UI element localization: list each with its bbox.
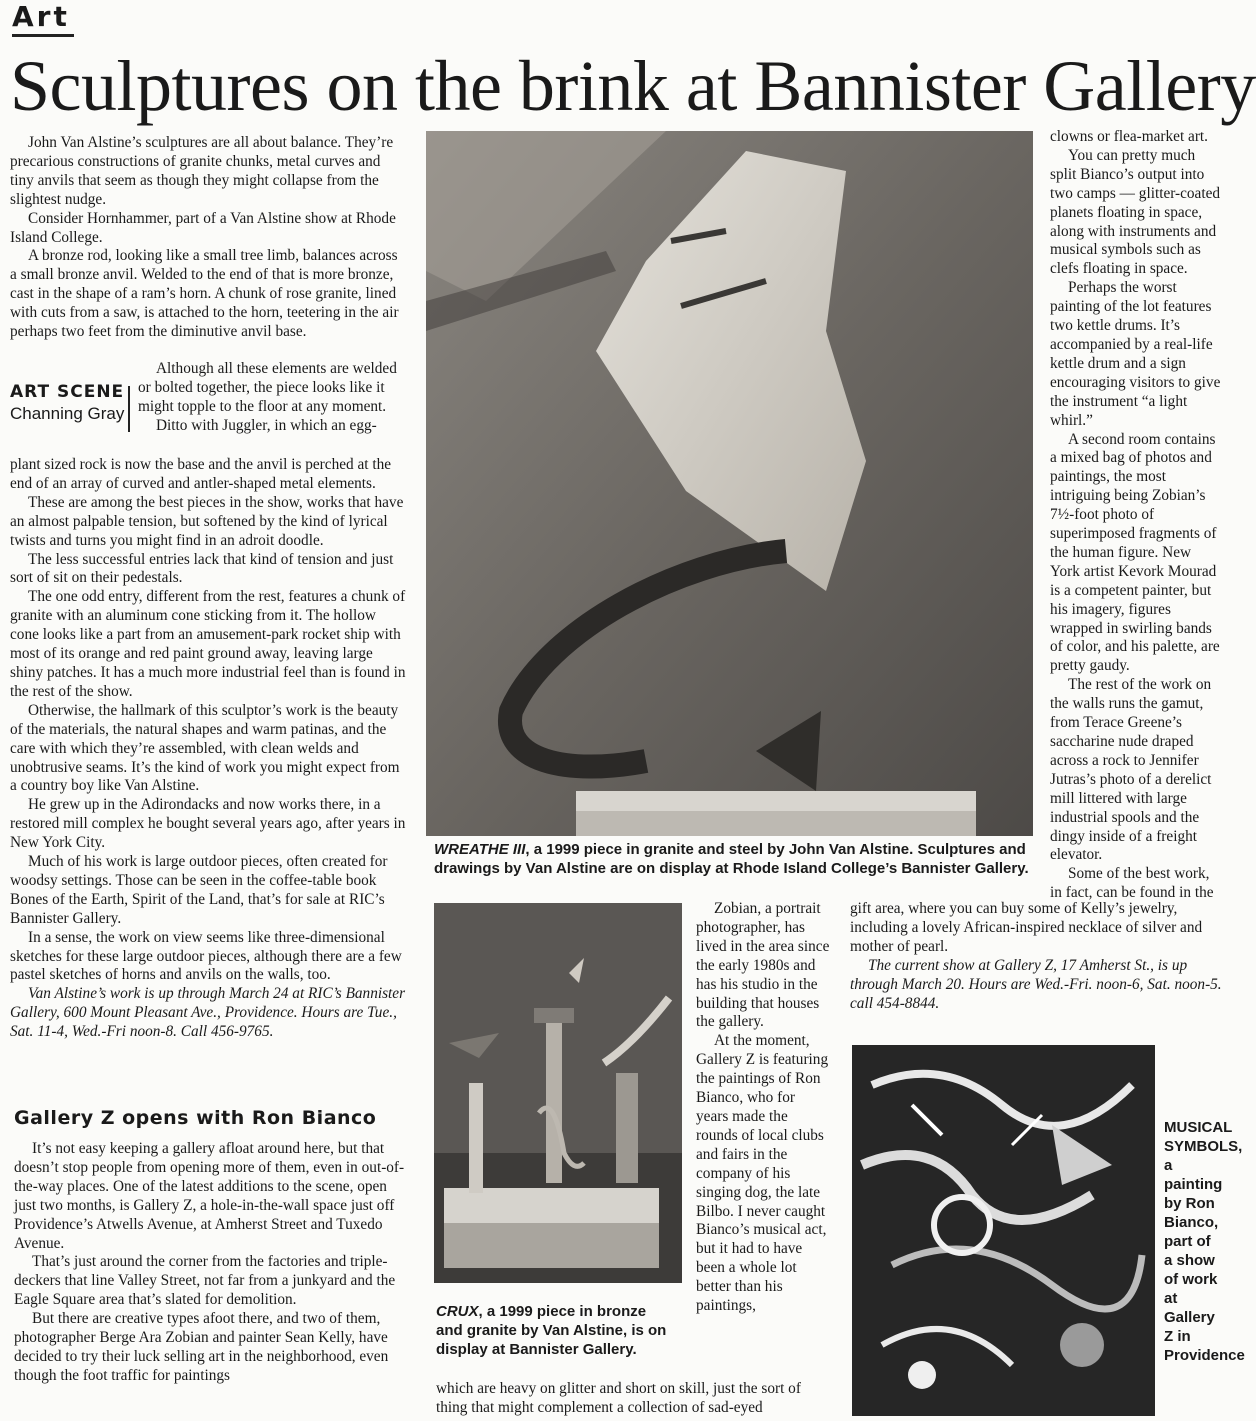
byline [10,382,135,424]
paragraph: Some of the best work, in fact, can be found in the [1050,865,1214,902]
paragraph: Ditto with Juggler, in which an egg- [156,416,377,434]
paragraph: At the moment, Gallery Z is featuring the paintings of Ron Bianco, who for years made the rounds of local clubs and fairs in the company of his singing dog, the late Bilbo. I never caught Bianco’s musical act, but it had to have been a whole lot better than his paintings, [696,1032,829,1315]
paragraph: Perhaps the worst painting of the lot features two kettle drums. It’s accompanied by a real-life kettle drum and a sign encouraging visitors to give the instrument “a light whirl.” [1050,279,1221,429]
paragraph: gift area, where you can buy some of Kelly’s jewelry, including a lovely African-inspired necklace of silver and mother of pearl. [850,900,1203,955]
gallery-z-column [14,1140,410,1386]
crux-photo [434,903,682,1283]
byline-divider [128,386,130,432]
paragraph: He grew up in the Adirondacks and now works there, in a restored mill complex he bought several years ago, after years in New York City. [10,796,406,852]
paragraph: A second room contains a mixed bag of photos and paintings, the most intriguing being Zobian’s 7½-foot photo of superimposed fragments of the human figure. New York artist Kevork Mourad is a competent painter, but his imagery, figures wrapped in swirling bands of color, and his palette, are pretty gaudy. [1050,430,1220,675]
music-symbols-photo [852,1045,1155,1416]
zobian-column [696,900,830,1316]
wreathe-sculpture-image [426,131,1033,836]
wide-right [850,900,1221,1020]
subhead: Gallery Z opens with Ron Bianco [14,1107,377,1129]
music-painting-image [852,1045,1155,1416]
paragraph: John Van Alstine’s sculptures are all about balance. They’re precarious constructions of granite chunks, metal curves and tiny anvils that seem as though they might collapse from the slightest nudge. [10,134,394,208]
music-caption-text: MUSICAL SYMBOLS, a painting by Ron Bianco, part of a show of work at Gallery Z in Providence [1164,1119,1245,1364]
byline-author: Channing Gray [10,404,125,423]
paragraph: Much of his work is large outdoor pieces, often created for woodsy settings. Those can be seen in the coffee-table book Bones of the Earth, Spirit of the Land, that’s for sale at RIC’s Bannister Gallery. [10,853,388,927]
crux-caption-text: , a 1999 piece in bronze and granite by Van Alstine, is on display at Bannister Gallery. [436,1303,667,1358]
wreathe-caption [434,840,1034,878]
paragraph: But there are creative types afoot there, and two of them, photographer Berge Ara Zobian and painter Sean Kelly, have decided to try their luck selling art in the neighborhood, even though the foot traffic for paintings [14,1310,389,1384]
bottom-line [436,1380,836,1418]
crux-sculpture-image [434,903,682,1283]
show-info: The current show at Gallery Z, 17 Amherst St., is up through March 20. Hours are Wed.-Fri. noon-6, Sat. noon-5. call 454-8844. [850,956,1222,1012]
wreathe-photo [426,131,1033,836]
paragraph: That’s just around the corner from the factories and triple-deckers that line Valley Street, not far from a junkyard and the Eagle Square area that’s slated for demolition. [14,1253,396,1309]
paragraph: which are heavy on glitter and short on skill, just the sort of thing that might complement a collection of sad-eyed [436,1380,801,1416]
show-info: Van Alstine’s work is up through March 24 at RIC’s Bannister Gallery, 600 Mount Pleasant Ave., Providence. Hours are Tue., Sat. 11-4, Wed.-Fri noon-8. Call 456-9765. [10,985,406,1041]
paragraph: Otherwise, the hallmark of this sculptor’s work is the beauty of the materials, the natural shapes and warm patinas, and the care with which they’re assembled, with clean welds and unobtrusive seams. It’s the kind of work you might expect from a country boy like Van Alstine. [10,701,400,795]
column1-beside-byline [138,360,410,436]
wreathe-caption-text: , a 1999 piece in granite and steel by John Van Alstine. Sculptures and drawings by Van Alstine are on display at Rhode Island College’s Bannister Gallery. [434,841,1029,877]
paragraph: It’s not easy keeping a gallery afloat around here, but that doesn’t stop people from opening more of them, even in out-of-the-way places. One of the latest additions to the scene, open just two months, is Gallery Z, a hole-in-the-wall space just off Providence’s Atwells Avenue, at Amherst Street and Tuxedo Avenue. [14,1140,405,1252]
crux-caption [436,1302,676,1359]
crux-caption-title: CRUX [436,1303,479,1320]
paragraph: The rest of the work on the walls runs the gamut, from Terace Greene’s saccharine nude draped across a rock to Jennifer Jutras’s photo of a derelict mill littered with large industrial spools and the dingy inside of a freight elevator. [1050,676,1212,864]
column1-continued [10,456,408,1042]
music-caption [1164,1118,1245,1364]
paragraph: A bronze rod, looking like a small tree limb, balances across a small bronze anvil. Welded to the end of that is more bronze, cast in the shape of a ram’s horn. A chunk of rose granite, lined with cuts from a saw, is attached to the horn, teetering in the air perhaps two feet from the diminutive anvil base. [10,247,399,341]
headline: Sculptures on the brink at Bannister Gallery [10,46,1256,126]
paragraph: You can pretty much split Bianco’s output into two camps — glitter-coated planets floating in space, along with instruments and musical symbols such as clefs floating in space. [1050,146,1221,278]
byline-title: ART SCENE [10,382,125,402]
column1-top [10,134,408,342]
paragraph: The less successful entries lack that kind of tension and just sort of sit on their pedestals. [10,550,394,587]
paragraph: The one odd entry, different from the rest, features a chunk of granite with an aluminum cone sticking from it. The hollow cone looks like a part from an amusement-park rocket ship with most of its orange and red paint ground away, leaving large shiny patches. It has a much more industrial feel than is found in the rest of the show. [10,588,406,700]
wreathe-caption-title: WREATHE III [434,841,526,858]
paragraph: Although all these elements are welded or bolted together, the piece looks like it might topple to the floor at any moment. [138,360,397,415]
paragraph: Consider Hornhammer, part of a Van Alstine show at Rhode Island College. [10,209,396,246]
paragraph: clowns or flea-market art. [1050,128,1208,145]
right-column [1050,128,1221,902]
section-label: Art [12,0,74,37]
paragraph: In a sense, the work on view seems like three-dimensional sketches for these large outdoor pieces, although there are a few pastel sketches of horns and anvils on the walls, too. [10,928,402,984]
paragraph: Zobian, a portrait photographer, has lived in the area since the early 1980s and has his studio in the building that houses the gallery. [696,900,830,1031]
paragraph: plant sized rock is now the base and the anvil is perched at the end of an array of curved and antler-shaped metal elements. [10,456,392,492]
paragraph: These are among the best pieces in the show, works that have an almost palpable tension, but softened by the kind of lyrical twists and turns you might find in an adroit doodle. [10,493,404,549]
